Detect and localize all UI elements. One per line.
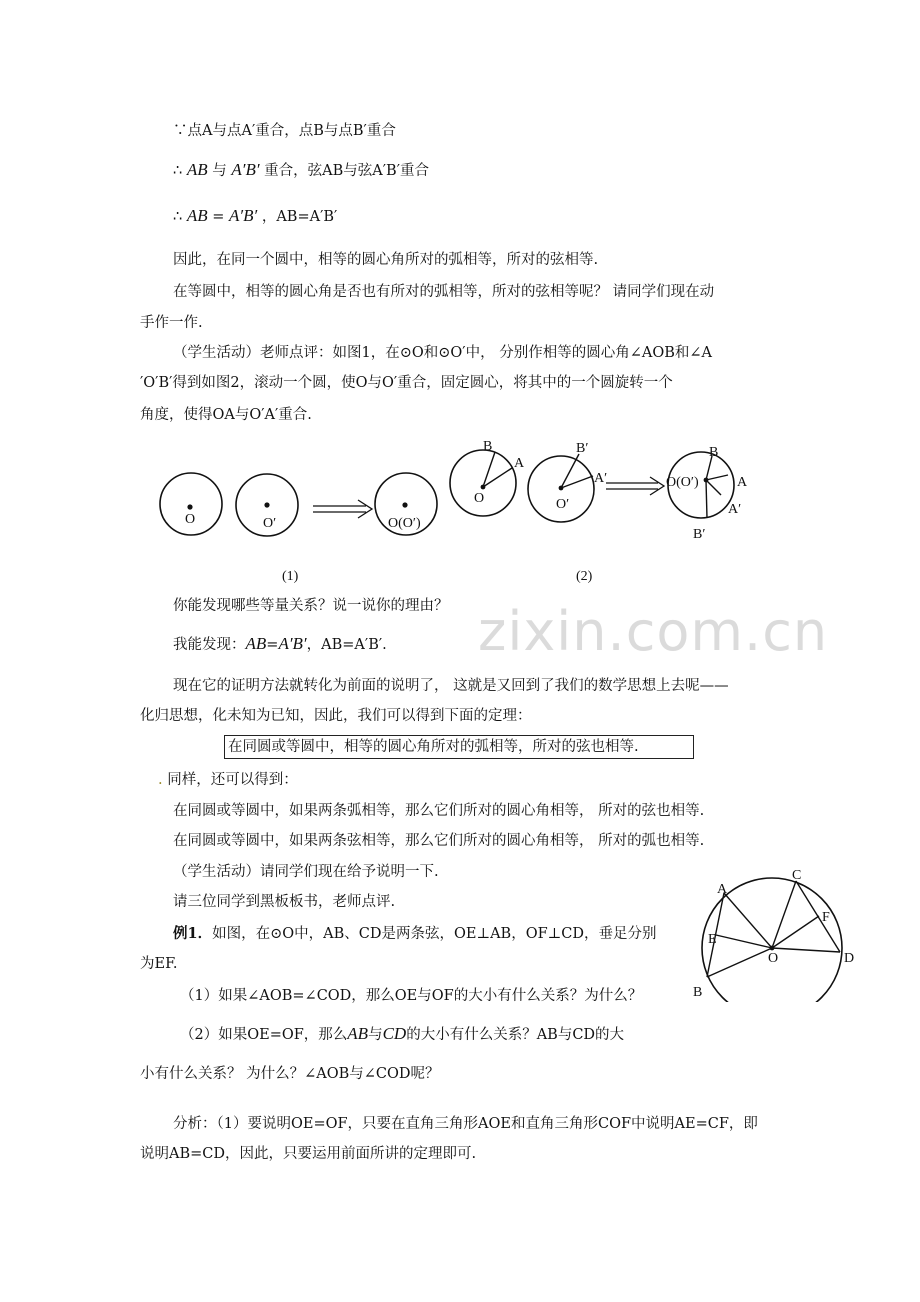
arc-label: AB [186, 160, 208, 179]
text-line: ∵点A与点A′重合，点B与点B′重合 [173, 123, 396, 139]
label-b: B [483, 439, 493, 454]
arc-label: A′B′ [278, 634, 307, 653]
text-line: 小有什么关系？ 为什么？∠AOB与∠COD呢？ [140, 1066, 440, 1082]
label-o: O [474, 491, 485, 506]
text-line: 因此，在同一个圆中，相等的圆心角所对的弧相等，所对的弦相等. [173, 252, 599, 268]
text-line: 请三位同学到黑板板书，老师点评. [173, 894, 396, 910]
therefore-symbol: ∴ [173, 209, 183, 225]
example-figure [686, 862, 866, 1002]
label-b: B [693, 985, 703, 1000]
text-fragment: ，AB=A′B′. [306, 637, 387, 653]
text-line: 在同圆或等圆中，如果两条弦相等，那么它们所对的圆心角相等， 所对的弧也相等. [173, 833, 705, 849]
text-fragment: 重合，弦AB与弦A′B′重合 [264, 163, 430, 179]
label-a-prime: A′ [594, 471, 608, 486]
text-line [173, 924, 657, 944]
arc-label: CD [382, 1024, 407, 1043]
text-line: 为EF. [140, 956, 178, 972]
arrow-icon [313, 500, 372, 518]
therefore-symbol: ∴ [173, 163, 183, 179]
caption-fig1: (1) [282, 569, 299, 584]
arc-label: AB [347, 1024, 369, 1043]
text-line: 在等圆中，相等的圆心角是否也有所对的弧相等，所对的弦相等呢？ 请同学们现在动 [173, 284, 715, 300]
text-fragment: （2）如果OE=OF，那么 [180, 1027, 348, 1043]
text-fragment: 的大小有什么关系？AB与CD的大 [406, 1027, 625, 1043]
label-f: F [822, 910, 830, 925]
text-line: 化归思想，化未知为已知，因此，我们可以得到下面的定理： [140, 708, 532, 724]
text-line: 手作一作. [140, 315, 203, 331]
label-o-overlap: O(O′) [666, 475, 699, 490]
label-o-prime: O′ [263, 516, 277, 531]
equals-sign: = [212, 209, 225, 225]
text-line [173, 160, 429, 181]
text-line: （学生活动）请同学们现在给予说明一下. [173, 864, 439, 880]
watermark: zixin.com.cn [478, 600, 829, 663]
text-line [158, 770, 298, 790]
arc-label: AB [186, 206, 208, 225]
text-line: （学生活动）老师点评：如图1，在⊙O和⊙O′中， 分别作相等的圆心角∠AOB和∠A [173, 345, 712, 361]
text-line: 说明AB=CD，因此，只要运用前面所讲的定理即可. [140, 1146, 477, 1162]
label-o: O [185, 512, 196, 527]
text-line [173, 634, 387, 655]
theorem-box: 在同圆或等圆中，相等的圆心角所对的弧相等，所对的弦也相等. [224, 735, 694, 759]
label-o-prime: O′ [556, 497, 570, 512]
label-o: O [768, 951, 779, 966]
label-e: E [708, 932, 717, 947]
text-line: 在同圆或等圆中，如果两条弧相等，那么它们所对的圆心角相等， 所对的弦也相等. [173, 803, 705, 819]
text-line: 分析：（1）要说明OE=OF，只要在直角三角形AOE和直角三角形COF中说明AE=CF，即 [173, 1116, 758, 1132]
label-c: C [792, 868, 802, 883]
text-fragment: 与 [368, 1027, 383, 1043]
label-a: A [514, 456, 525, 471]
text-line [180, 1024, 624, 1045]
label-b-prime: B′ [693, 527, 706, 542]
label-a-prime: A′ [728, 502, 742, 517]
text-fragment: 如图，在⊙O中，AB、CD是两条弦，OE⊥AB，OF⊥CD，垂足分别 [212, 926, 657, 942]
arc-label: AB [245, 634, 267, 653]
text-fragment: 与 [212, 163, 227, 179]
arc-label: A′B′ [231, 160, 260, 179]
text-line: ′O′B′得到如图2，滚动一个圆，使O与O′重合，固定圆心，将其中的一个圆旋转一个 [140, 375, 673, 391]
text-fragment: ，AB=A′B′ [261, 209, 338, 225]
text-line [173, 206, 337, 227]
label-a: A [717, 882, 728, 897]
text-line: 现在它的证明方法就转化为前面的说明了， 这就是又回到了我们的数学思想上去呢—— [173, 678, 729, 694]
text-fragment: 同样，还可以得到： [167, 772, 298, 788]
label-b: B [709, 445, 719, 460]
text-line: （1）如果∠AOB=∠COD，那么OE与OF的大小有什么关系？为什么？ [180, 988, 643, 1004]
equals-sign: = [266, 637, 279, 653]
text-fragment: 我能发现： [173, 637, 246, 653]
arrow-icon [606, 477, 664, 495]
text-line: 你能发现哪些等量关系？说一说你的理由？ [173, 598, 449, 614]
example-label: 例1． [173, 925, 213, 942]
arc-label: A′B′ [229, 206, 258, 225]
bullet-mark: . [158, 772, 163, 788]
caption-fig2: (2) [576, 569, 593, 584]
circles-figure [150, 430, 770, 600]
text-line: 角度，使得OA与O′A′重合. [140, 407, 312, 423]
label-o-overlap: O(O′) [388, 516, 421, 531]
label-a: A [737, 475, 748, 490]
circle-o-with-angle [450, 450, 516, 516]
label-d: D [844, 951, 855, 966]
label-b-prime: B′ [576, 441, 589, 456]
